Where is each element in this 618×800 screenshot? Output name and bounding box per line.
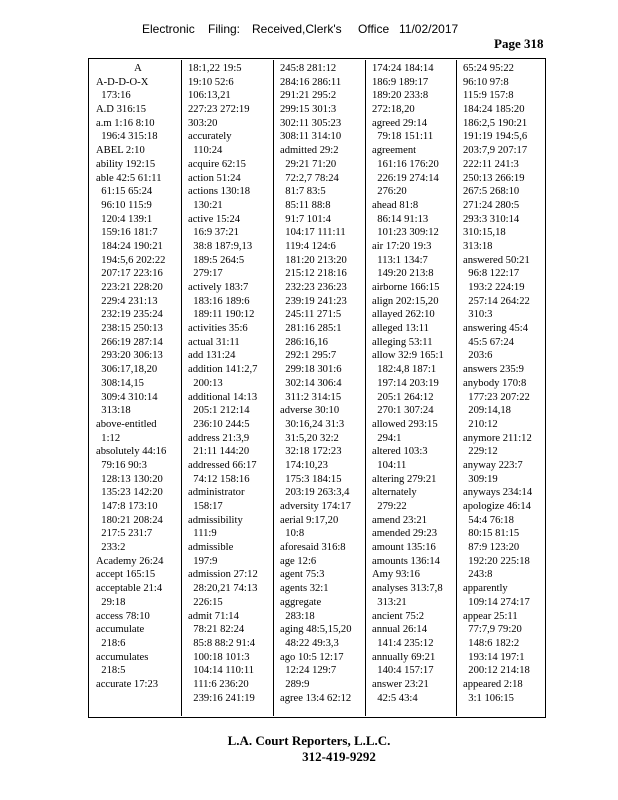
- index-entry-line: accurate 17:23: [96, 678, 159, 690]
- index-entry-line: 119:4 124:6: [280, 240, 336, 252]
- index-entry-line: 299:18 301:6: [280, 364, 342, 376]
- index-entry-line: 302:11 305:23: [280, 117, 342, 129]
- index-entry-line: acceptable 21:4: [96, 583, 163, 595]
- index-entry-line: 218:5: [96, 665, 126, 677]
- index-entry-line: address 21:3,9: [188, 432, 250, 444]
- index-entry-line: adverse 30:10: [280, 405, 340, 417]
- index-entry-line: 257:14 264:22: [463, 295, 530, 307]
- index-entry-line: 303:20: [188, 117, 218, 129]
- index-entry-line: 232:19 235:24: [96, 309, 163, 321]
- index-entry-line: 292:1 295:7: [280, 350, 337, 362]
- index-entry-line: 239:19 241:23: [280, 295, 347, 307]
- index-entry-line: 270:1 307:24: [372, 405, 434, 417]
- index-entry-line: 306:17,18,20: [96, 364, 158, 376]
- index-entry-line: 299:15 301:3: [280, 104, 337, 116]
- index-entry-line: addition 141:2,7: [188, 364, 258, 376]
- index-entry-line: altered 103:3: [372, 446, 428, 458]
- index-entry-line: anyways 234:14: [463, 487, 533, 499]
- index-entry-line: altering 279:21: [372, 473, 437, 485]
- index-entry-line: access 78:10: [96, 610, 150, 622]
- index-entry-line: 186:9 189:17: [372, 76, 429, 88]
- index-entry-line: 227:23 272:19: [188, 104, 250, 116]
- index-entry-line: alternately: [372, 487, 417, 499]
- index-entry-line: 130:21: [188, 199, 223, 211]
- index-entry-line: 197:9: [188, 555, 218, 567]
- index-entry-line: annually 69:21: [372, 651, 436, 663]
- index-entry-line: 31:5,20 32:2: [280, 432, 339, 444]
- index-entry-line: 3:1 106:15: [463, 692, 514, 704]
- index-entry-line: 104:14 110:11: [188, 665, 255, 677]
- index-entry-line: ancient 75:2: [372, 610, 425, 622]
- index-entry-line: 101:23 309:12: [372, 227, 439, 239]
- index-entry-line: accumulate: [96, 624, 145, 636]
- index-entry-line: answering 45:4: [463, 323, 529, 335]
- index-entry-line: ago 10:5 12:17: [280, 651, 344, 663]
- index-entry-line: 87:9 123:20: [463, 542, 520, 554]
- index-entry-line: 200:13: [188, 377, 223, 389]
- index-entry-line: air 17:20 19:3: [372, 240, 432, 252]
- index-entry-line: 32:18 172:23: [280, 446, 342, 458]
- index-entry-line: aggregate: [280, 596, 322, 608]
- index-column-3: [280, 62, 364, 714]
- index-entry-line: 100:18 101:3: [188, 651, 250, 663]
- index-entry-line: admission 27:12: [188, 569, 258, 581]
- index-entry-line: 229:12: [463, 446, 498, 458]
- index-entry-line: 96:10 115:9: [96, 199, 152, 211]
- index-entry-line: 267:5 268:10: [463, 186, 520, 198]
- index-entry-line: 135:23 142:20: [96, 487, 163, 499]
- index-entry-line: addressed 66:17: [188, 459, 257, 471]
- index-entry-line: 148:6 182:2: [463, 637, 520, 649]
- index-entry-line: 279:17: [188, 268, 223, 280]
- index-entry-line: aging 48:5,15,20: [280, 624, 352, 636]
- index-entry-line: activities 35:6: [188, 323, 248, 335]
- index-entry-line: 29:21 71:20: [280, 158, 337, 170]
- index-entry-line: 207:17 223:16: [96, 268, 163, 280]
- index-entry-line: 181:20 213:20: [280, 254, 347, 266]
- index-entry-line: 81:7 83:5: [280, 186, 326, 198]
- index-entry-line: 308:11 314:10: [280, 131, 342, 143]
- index-entry-line: add 131:24: [188, 350, 236, 362]
- index-entry-line: appeared 2:18: [463, 678, 523, 690]
- index-entry-line: 310:15,18: [463, 227, 506, 239]
- index-entry-line: alleging 53:11: [372, 336, 433, 348]
- index-entry-line: 250:13 266:19: [463, 172, 525, 184]
- index-entry-line: 284:16 286:11: [280, 76, 342, 88]
- index-entry-line: 12:24 129:7: [280, 665, 337, 677]
- index-entry-line: 183:16 189:6: [188, 295, 250, 307]
- index-entry-line: Academy 26:24: [96, 555, 164, 567]
- index-entry-line: 184:24 190:21: [96, 240, 163, 252]
- index-entry-line: Amy 93:16: [372, 569, 420, 581]
- index-entry-line: appear 25:11: [463, 610, 518, 622]
- index-entry-line: admissibility: [188, 514, 243, 526]
- index-entry-line: active 15:24: [188, 213, 241, 225]
- index-entry-line: 197:14 203:19: [372, 377, 439, 389]
- index-entry-line: 302:14 306:4: [280, 377, 342, 389]
- index-entry-line: 85:11 88:8: [280, 199, 331, 211]
- index-entry-line: administrator: [188, 487, 245, 499]
- index-entry-line: 313:18: [96, 405, 131, 417]
- index-entry-line: 311:2 314:15: [280, 391, 342, 403]
- index-entry-line: 91:7 101:4: [280, 213, 331, 225]
- index-entry-line: 205:1 264:12: [372, 391, 434, 403]
- footer-phone: 312-419-9292: [302, 749, 376, 764]
- index-entry-line: 104:11: [372, 459, 407, 471]
- index-entry-line: 286:16,16: [280, 336, 328, 348]
- index-entry-line: 174:10,23: [280, 459, 328, 471]
- index-entry-line: A-D-D-O-X: [96, 76, 149, 88]
- index-entry-line: analyses 313:7,8: [372, 583, 443, 595]
- index-entry-line: 19:10 52:6: [188, 76, 234, 88]
- index-entry-line: 189:11 190:12: [188, 309, 255, 321]
- index-entry-line: acquire 62:15: [188, 158, 246, 170]
- index-entry-line: 209:14,18: [463, 405, 511, 417]
- footer-company: L.A. Court Reporters, L.L.C.: [227, 733, 391, 748]
- index-entry-line: anyway 223:7: [463, 459, 523, 471]
- index-entry-line: 196:4 315:18: [96, 131, 158, 143]
- index-entry-line: 85:8 88:2 91:4: [188, 637, 256, 649]
- index-entry-line: 159:16 181:7: [96, 227, 158, 239]
- index-entry-line: admitted 29:2: [280, 145, 339, 157]
- index-entry-line: align 202:15,20: [372, 295, 439, 307]
- index-entry-line: accurately: [188, 131, 232, 143]
- index-entry-line: agreed 29:14: [372, 117, 428, 129]
- index-entry-line: 111:6 236:20: [188, 678, 249, 690]
- index-entry-line: 243:8: [463, 569, 493, 581]
- index-entry-line: 239:16 241:19: [188, 692, 255, 704]
- index-entry-line: 310:3: [463, 309, 493, 321]
- index-entry-line: 65:24 95:22: [463, 63, 514, 74]
- index-entry-line: 113:1 134:7: [372, 254, 428, 266]
- index-entry-line: amounts 136:14: [372, 555, 440, 567]
- index-entry-line: 1:12: [96, 432, 121, 444]
- index-entry-line: accumulates: [96, 651, 149, 663]
- index-entry-line: amended 29:23: [372, 528, 438, 540]
- index-entry-line: agreement: [372, 145, 417, 157]
- index-entry-line: 72:2,7 78:24: [280, 172, 339, 184]
- index-entry-line: 233:2: [96, 542, 126, 554]
- index-entry-line: absolutely 44:16: [96, 446, 167, 458]
- index-entry-line: 203:6: [463, 350, 493, 362]
- index-entry-line: 18:1,22 19:5: [188, 63, 242, 74]
- index-entry-line: action 51:24: [188, 172, 241, 184]
- index-entry-line: accept 165:15: [96, 569, 156, 581]
- index-entry-line: alleged 13:11: [372, 323, 429, 335]
- index-entry-line: 10:8: [280, 528, 305, 540]
- stamp-office: Office: [358, 22, 390, 36]
- index-entry-line: 189:20 233:8: [372, 90, 429, 102]
- index-entry-line: actual 31:11: [188, 336, 240, 348]
- index-entry-line: 226:15: [188, 596, 223, 608]
- index-entry-line: actions 130:18: [188, 186, 251, 198]
- column-divider: [365, 60, 366, 716]
- index-entry-line: 294:1: [372, 432, 402, 444]
- index-entry-line: 78:21 82:24: [188, 624, 245, 636]
- index-entry-line: allayed 262:10: [372, 309, 435, 321]
- index-entry-line: 120:4 139:1: [96, 213, 153, 225]
- index-entry-line: 79:16 90:3: [96, 459, 147, 471]
- index-entry-line: 245:8 281:12: [280, 63, 337, 74]
- index-entry-line: 182:4,8 187:1: [372, 364, 437, 376]
- index-entry-line: 193:14 197:1: [463, 651, 525, 663]
- index-entry-line: 104:17 111:11: [280, 227, 346, 239]
- index-entry-line: 203:7,9 207:17: [463, 145, 528, 157]
- index-entry-line: 218:6: [96, 637, 126, 649]
- index-entry-line: 217:5 231:7: [96, 528, 153, 540]
- index-entry-line: allowed 293:15: [372, 418, 438, 430]
- stamp-electronic: Electronic: [142, 22, 195, 36]
- index-entry-line: 245:11 271:5: [280, 309, 342, 321]
- index-column-5: [463, 62, 545, 714]
- index-entry-line: answers 235:9: [463, 364, 524, 376]
- index-entry-line: 236:10 244:5: [188, 418, 250, 430]
- stamp-received: Received,Clerk's: [252, 22, 342, 36]
- index-entry-line: annual 26:14: [372, 624, 428, 636]
- index-entry-line: 313:21: [372, 596, 407, 608]
- column-divider: [273, 60, 274, 716]
- index-entry-line: 21:11 144:20: [188, 446, 250, 458]
- index-entry-line: 222:11 241:3: [463, 158, 519, 170]
- index-entry-line: 175:3 184:15: [280, 473, 342, 485]
- index-entry-line: 238:15 250:13: [96, 323, 163, 335]
- index-entry-line: A.D 316:15: [96, 104, 147, 116]
- index-entry-line: 80:15 81:15: [463, 528, 520, 540]
- index-entry-line: 28:20,21 74:13: [188, 583, 258, 595]
- stamp-filing: Filing:: [208, 22, 241, 36]
- index-entry-line: 313:18: [463, 240, 493, 252]
- index-entry-line: anymore 211:12: [463, 432, 532, 444]
- index-entry-line: amount 135:16: [372, 542, 436, 554]
- index-entry-line: 189:5 264:5: [188, 254, 245, 266]
- index-entry-line: 194:5,6 202:22: [96, 254, 166, 266]
- index-entry-line: 111:9: [188, 528, 217, 540]
- index-entry-line: 186:2,5 190:21: [463, 117, 528, 129]
- index-entry-line: 293:20 306:13: [96, 350, 163, 362]
- index-entry-line: 309:19: [463, 473, 498, 485]
- index-entry-line: 96:10 97:8: [463, 76, 509, 88]
- index-entry-line: 173:16: [96, 90, 131, 102]
- index-entry-line: 308:14,15: [96, 377, 144, 389]
- index-entry-line: ability 192:15: [96, 158, 156, 170]
- index-entry-line: age 12:6: [280, 555, 317, 567]
- index-entry-line: 147:8 173:10: [96, 501, 158, 512]
- index-entry-line: 45:5 67:24: [463, 336, 514, 348]
- index-entry-line: answered 50:21: [463, 254, 530, 266]
- page-number: Page 318: [494, 36, 544, 51]
- index-entry-line: 215:12 218:16: [280, 268, 347, 280]
- index-entry-line: 289:9: [280, 678, 310, 690]
- index-entry-line: 106:13,21: [188, 90, 231, 102]
- index-entry-line: additional 14:13: [188, 391, 258, 403]
- index-entry-line: 276:20: [372, 186, 407, 198]
- index-entry-line: 193:2 224:19: [463, 282, 525, 293]
- index-entry-line: 110:24: [188, 145, 223, 157]
- index-entry-line: 309:4 310:14: [96, 391, 158, 403]
- index-entry-line: able 42:5 61:11: [96, 172, 162, 184]
- index-entry-line: 266:19 287:14: [96, 336, 163, 348]
- index-entry-line: airborne 166:15: [372, 282, 440, 293]
- index-entry-line: agents 32:1: [280, 583, 329, 595]
- index-entry-line: 48:22 49:3,3: [280, 637, 339, 649]
- index-entry-line: ahead 81:8: [372, 199, 419, 211]
- index-entry-line: 128:13 130:20: [96, 473, 163, 485]
- index-entry-line: 29:18: [96, 596, 126, 608]
- index-entry-line: aerial 9:17,20: [280, 514, 339, 526]
- index-entry-line: ABEL 2:10: [96, 145, 145, 157]
- index-entry-line: 77:7,9 79:20: [463, 624, 522, 636]
- index-entry-line: 161:16 176:20: [372, 158, 439, 170]
- index-entry-line: apologize 46:14: [463, 501, 531, 512]
- index-entry-line: 86:14 91:13: [372, 213, 429, 225]
- index-entry-line: 200:12 214:18: [463, 665, 530, 677]
- index-entry-line: 229:4 231:13: [96, 295, 158, 307]
- index-entry-line: 192:20 225:18: [463, 555, 530, 567]
- index-entry-line: 203:19 263:3,4: [280, 487, 350, 499]
- index-entry-line: apparently: [463, 583, 508, 595]
- index-entry-line: aforesaid 316:8: [280, 542, 346, 554]
- index-entry-line: 293:3 310:14: [463, 213, 520, 225]
- index-entry-line: adversity 174:17: [280, 501, 351, 512]
- index-entry-line: 74:12 158:16: [188, 473, 250, 485]
- index-entry-line: 281:16 285:1: [280, 323, 342, 335]
- index-entry-line: 291:21 295:2: [280, 90, 337, 102]
- index-column-2: [188, 62, 272, 714]
- index-entry-line: 177:23 207:22: [463, 391, 530, 403]
- index-entry-line: actively 183:7: [188, 282, 249, 293]
- index-entry-line: 54:4 76:18: [463, 514, 514, 526]
- index-entry-line: 96:8 122:17: [463, 268, 520, 280]
- index-entry-line: 61:15 65:24: [96, 186, 153, 198]
- index-entry-line: 140:4 157:17: [372, 665, 434, 677]
- index-entry-line: 79:18 151:11: [372, 131, 434, 143]
- index-entry-line: 141:4 235:12: [372, 637, 434, 649]
- index-entry-line: 38:8 187:9,13: [188, 240, 253, 252]
- index-entry-line: 279:22: [372, 501, 407, 512]
- index-entry-line: 149:20 213:8: [372, 268, 434, 280]
- index-entry-line: 16:9 37:21: [188, 227, 239, 239]
- index-entry-line: answer 23:21: [372, 678, 429, 690]
- index-entry-line: 205:1 212:14: [188, 405, 250, 417]
- index-entry-line: amend 23:21: [372, 514, 428, 526]
- index-entry-line: 180:21 208:24: [96, 514, 163, 526]
- index-entry-line: admissible: [188, 542, 234, 554]
- index-entry-line: admit 71:14: [188, 610, 239, 622]
- column-divider: [181, 60, 182, 716]
- index-entry-line: 174:24 184:14: [372, 63, 434, 74]
- index-entry-line: 271:24 280:5: [463, 199, 520, 211]
- index-entry-line: agent 75:3: [280, 569, 325, 581]
- index-entry-line: 30:16,24 31:3: [280, 418, 345, 430]
- index-entry-line: 283:18: [280, 610, 315, 622]
- index-entry-line: a.m 1:16 8:10: [96, 117, 155, 129]
- index-entry-line: A: [134, 63, 142, 74]
- index-entry-line: 115:9 157:8: [463, 90, 514, 102]
- index-column-1: [96, 62, 180, 714]
- index-entry-line: 210:12: [463, 418, 498, 430]
- index-entry-line: 272:18,20: [372, 104, 415, 116]
- index-entry-line: 223:21 228:20: [96, 282, 163, 293]
- index-entry-line: 42:5 43:4: [372, 692, 418, 704]
- column-divider: [456, 60, 457, 716]
- index-entry-line: above-entitled: [96, 418, 157, 430]
- index-entry-line: 191:19 194:5,6: [463, 131, 528, 143]
- index-entry-line: 158:17: [188, 501, 223, 512]
- index-entry-line: agree 13:4 62:12: [280, 692, 352, 704]
- stamp-date: 11/02/2017: [399, 22, 459, 36]
- index-column-4: [372, 62, 455, 714]
- index-entry-line: allow 32:9 165:1: [372, 350, 444, 362]
- index-entry-line: 226:19 274:14: [372, 172, 439, 184]
- index-entry-line: 184:24 185:20: [463, 104, 525, 116]
- index-entry-line: 109:14 274:17: [463, 596, 530, 608]
- index-entry-line: anybody 170:8: [463, 377, 527, 389]
- index-entry-line: 232:23 236:23: [280, 282, 347, 293]
